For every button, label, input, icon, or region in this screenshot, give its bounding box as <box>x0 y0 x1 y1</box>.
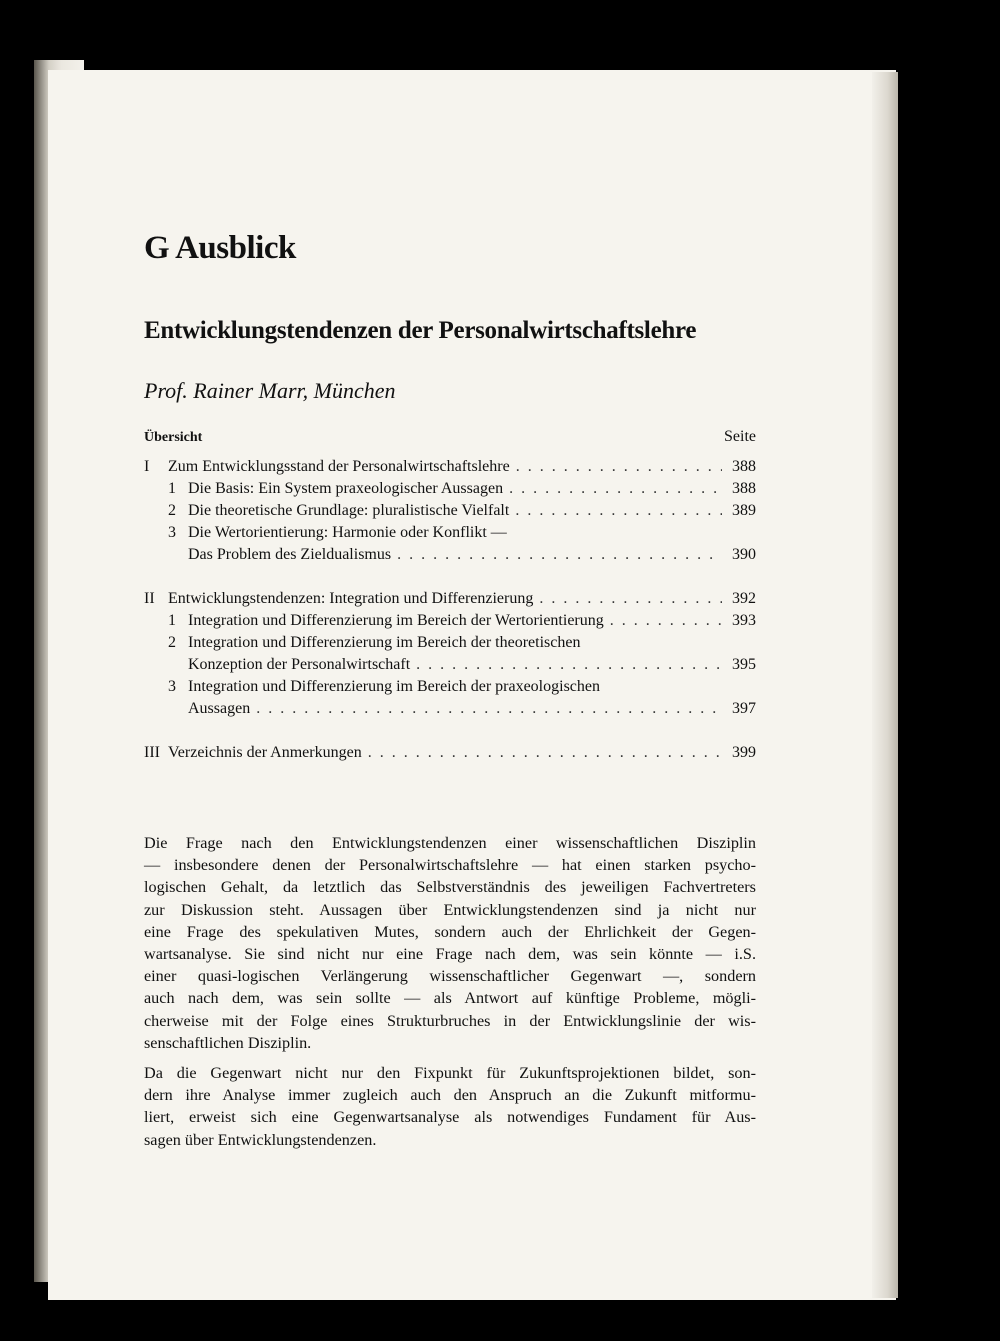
text-line: einer quasi-logischen Verlängerung wissenschaftlicher Gegenwart —, sondern <box>144 967 756 986</box>
toc-page: 388 <box>732 458 756 475</box>
toc-page: 393 <box>732 612 756 629</box>
toc-number: II <box>144 590 155 607</box>
chapter-title: Entwicklungstendenzen der Personalwirtschaftslehre <box>144 317 697 344</box>
toc-title: Integration und Differenzierung im Bereich der praxeologischen <box>188 678 600 695</box>
paragraph <box>144 1062 756 1151</box>
toc-title: Konzeption der Personalwirtschaft <box>188 656 411 673</box>
toc-leader <box>539 588 722 610</box>
toc-number: 2 <box>168 502 176 519</box>
toc-title: Integration und Differenzierung im Bereich der theoretischen <box>188 634 581 651</box>
toc-page-label: Seite <box>724 428 756 445</box>
toc-section <box>144 456 756 478</box>
toc-leader <box>416 654 722 676</box>
table-of-contents <box>144 456 756 764</box>
toc-gap <box>144 720 756 742</box>
toc-page: 392 <box>732 590 756 607</box>
toc-title: Aussagen <box>188 700 251 717</box>
toc-section <box>144 588 756 610</box>
toc-subsection <box>144 522 756 544</box>
toc-subsection <box>144 610 756 632</box>
toc-number: 3 <box>168 524 176 541</box>
text-line: logischen Gehalt, da letztlich das Selbstverständnis des jeweiligen Fachvertreters <box>144 878 756 897</box>
toc-page: 389 <box>732 502 756 519</box>
toc-title: Die theoretische Grundlage: pluralistische Vielfalt <box>188 502 510 519</box>
toc-page: 399 <box>732 744 756 761</box>
chapter-author: Prof. Rainer Marr, München <box>144 378 396 403</box>
toc-subsection-continued <box>144 544 756 566</box>
toc-leader <box>397 544 722 566</box>
toc-number: 2 <box>168 634 176 651</box>
page-content <box>144 226 756 1159</box>
toc-title: Die Basis: Ein System praxeologischer Aussagen <box>188 480 504 497</box>
text-line: sagen über Entwicklungstendenzen. <box>144 1130 377 1149</box>
text-line: zur Diskussion steht. Aussagen über Entwicklungstendenzen sind ja nicht nur <box>144 900 756 919</box>
text-line: Da die Gegenwart nicht nur den Fixpunkt für Zukunftsprojektionen bildet, son- <box>144 1064 756 1083</box>
chapter-heading: G Ausblick <box>144 230 296 266</box>
text-line: wartsanalyse. Sie sind nicht nur eine Frage nach dem, was sein könnte — i.S. <box>144 945 756 964</box>
toc-title: Entwicklungstendenzen: Integration und Differenzierung <box>168 590 534 607</box>
text-line: senschaftlichen Disziplin. <box>144 1033 312 1052</box>
toc-leader <box>509 478 722 500</box>
text-line: Die Frage nach den Entwicklungstendenzen einer wissenschaftlichen Disziplin <box>144 834 756 852</box>
text-line: cherweise mit der Folge eines Strukturbruches in der Entwicklungslinie der wis- <box>144 1011 756 1030</box>
toc-title: Integration und Differenzierung im Bereich der Wertorientierung <box>188 612 604 629</box>
toc-leader <box>368 742 722 764</box>
toc-title: Die Wertorientierung: Harmonie oder Konflikt — <box>188 524 507 541</box>
page-edge <box>872 72 898 1298</box>
toc-number: 3 <box>168 678 176 695</box>
toc-leader <box>515 500 722 522</box>
toc-section <box>144 742 756 764</box>
toc-subsection-continued <box>144 698 756 720</box>
toc-header <box>144 428 756 446</box>
toc-leader <box>256 698 722 720</box>
toc-leader <box>610 610 722 632</box>
toc-subsection-continued <box>144 654 756 676</box>
toc-page: 390 <box>732 546 756 563</box>
text-line: auch nach dem, was sein sollte — als Antwort auf künftige Probleme, mögli- <box>144 989 756 1008</box>
toc-subsection <box>144 632 756 654</box>
toc-page: 388 <box>732 480 756 497</box>
toc-page: 397 <box>732 700 756 717</box>
text-line: eine Frage des spekulativen Mutes, sondern auch der Ehrlichkeit der Gegen- <box>144 922 756 941</box>
toc-number: I <box>144 458 150 475</box>
text-line: — insbesondere denen der Personalwirtschaftslehre — hat einen starken psycho- <box>144 856 756 875</box>
toc-number: 1 <box>168 480 176 497</box>
toc-title: Das Problem des Zieldualismus <box>188 546 392 563</box>
toc-title: Verzeichnis der Anmerkungen <box>168 744 362 761</box>
paragraph <box>144 832 756 1054</box>
toc-number: 1 <box>168 612 176 629</box>
toc-title: Zum Entwicklungsstand der Personalwirtschaftslehre <box>168 458 510 475</box>
toc-subsection <box>144 478 756 500</box>
text-line: liert, erweist sich eine Gegenwartsanalyse als notwendiges Fundament für Aus- <box>144 1108 756 1127</box>
toc-gap <box>144 566 756 588</box>
toc-leader <box>516 456 722 478</box>
toc-subsection <box>144 676 756 698</box>
toc-label: Übersicht <box>144 430 203 445</box>
toc-page: 395 <box>732 656 756 673</box>
text-line: dern ihre Analyse immer zugleich auch den Anspruch an die Zukunft mitformu- <box>144 1086 756 1105</box>
toc-number: III <box>144 744 160 761</box>
body-text <box>144 832 756 1151</box>
toc-subsection <box>144 500 756 522</box>
